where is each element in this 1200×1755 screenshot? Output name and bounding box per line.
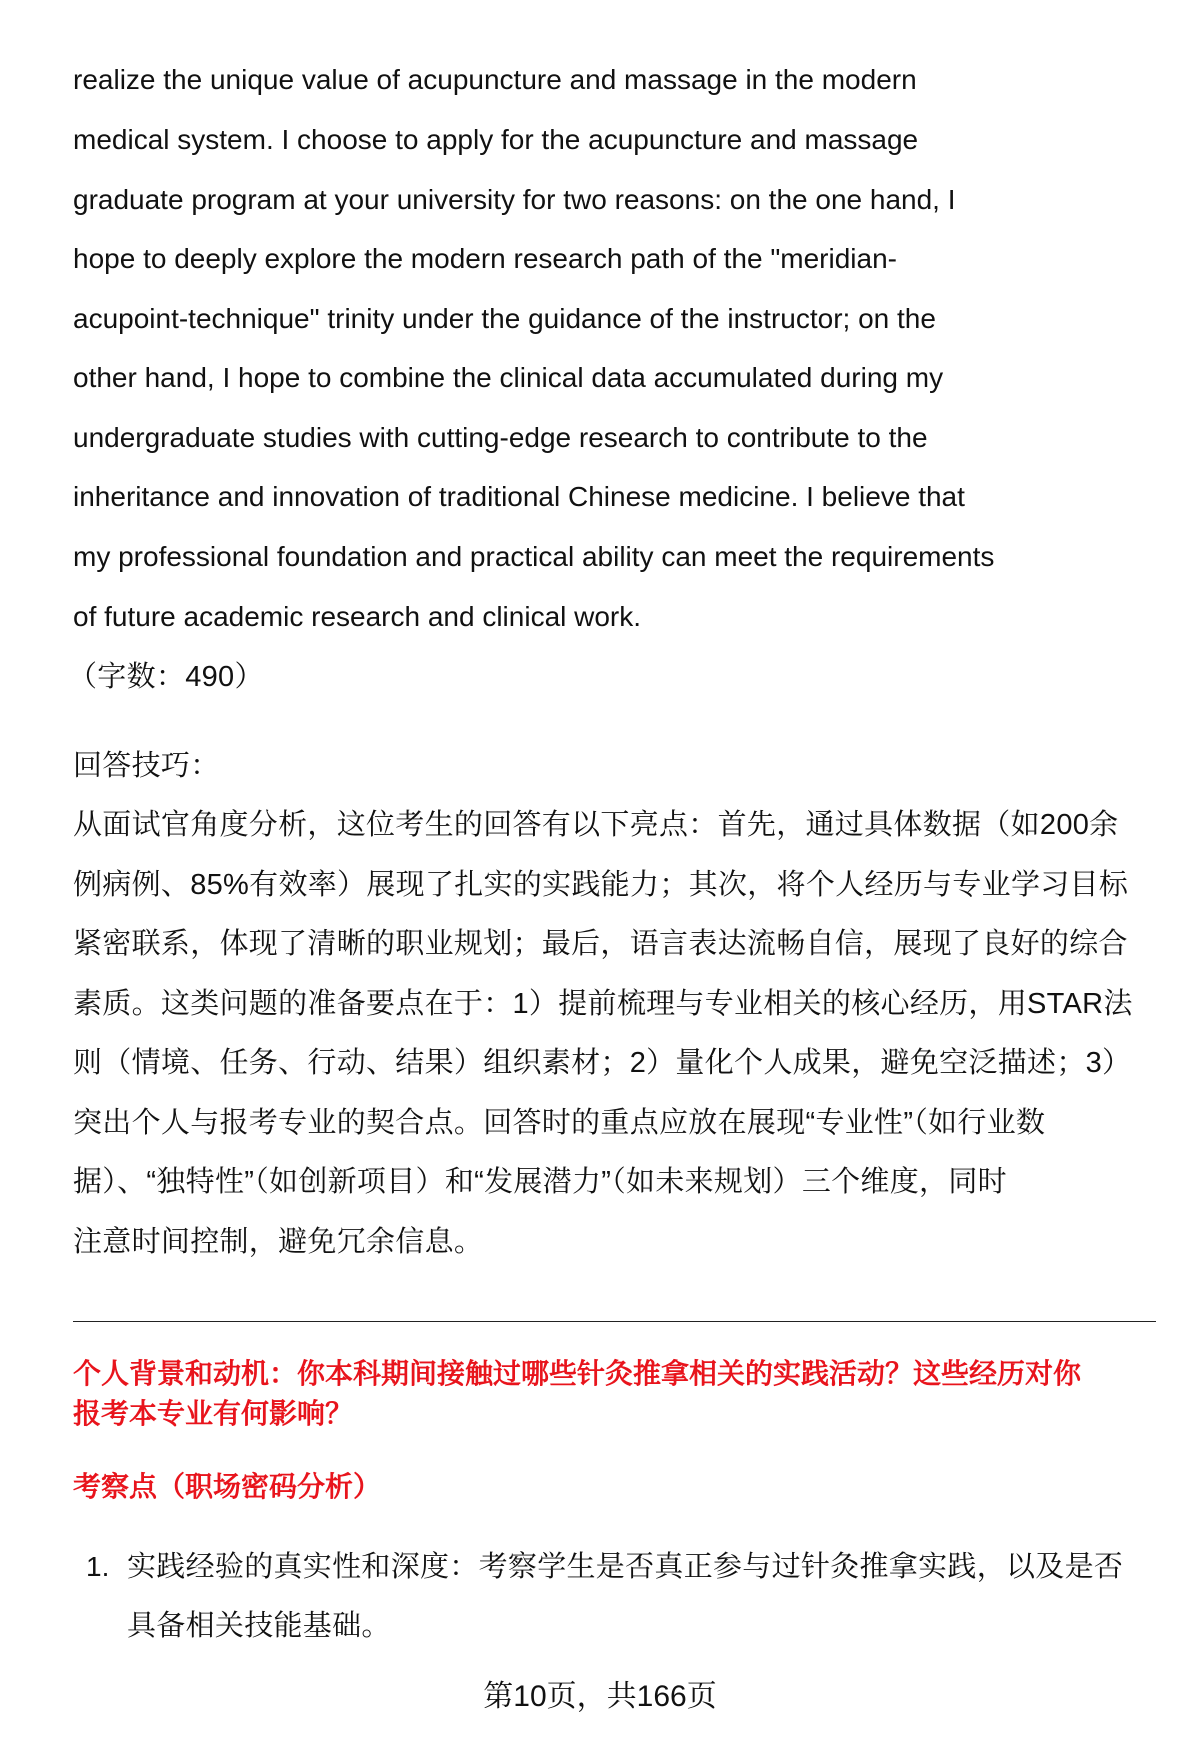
answer-line: acupoint-technique" trinity under the guidance of the instructor; on the	[73, 303, 936, 334]
tips-line: 突出个人与报考专业的契合点。回答时的重点应放在展现“专业性”（如行业数	[73, 1107, 1046, 1139]
list-number: 1.	[86, 1551, 110, 1582]
tips-line: 注意时间控制，避免冗余信息。	[73, 1226, 484, 1258]
page-number: 第10页，共166页	[483, 1680, 717, 1713]
answer-line: hope to deeply explore the modern research path of the "meridian-	[73, 243, 897, 274]
list-item-line: 实践经验的真实性和深度：考察学生是否真正参与过针灸推拿实践，以及是否	[127, 1551, 1124, 1583]
tips-label: 回答技巧：	[73, 750, 220, 782]
tips-line: 素质。这类问题的准备要点在于：1）提前梳理与专业相关的核心经历，用STAR法	[73, 988, 1133, 1020]
answer-line: realize the unique value of acupuncture and massage in the modern	[73, 64, 917, 95]
answer-line: graduate program at your university for two reasons: on the one hand, I	[73, 184, 956, 215]
answer-line: my professional foundation and practical ability can meet the requirements	[73, 541, 995, 572]
answer-line: medical system. I choose to apply for the acupuncture and massage	[73, 124, 919, 155]
question-line: 个人背景和动机：你本科期间接触过哪些针灸推拿相关的实践活动？这些经历对你	[73, 1358, 1082, 1389]
tips-line: 从面试官角度分析，这位考生的回答有以下亮点：首先，通过具体数据（如200余	[73, 809, 1119, 841]
tips-line: 则（情境、任务、行动、结果）组织素材；2）量化个人成果，避免空泛描述；3）	[73, 1047, 1132, 1079]
section-divider	[73, 1321, 1156, 1322]
tips-line: 紧密联系，体现了清晰的职业规划；最后，语言表达流畅自信，展现了良好的综合	[73, 928, 1128, 960]
answer-line: undergraduate studies with cutting-edge research to contribute to the	[73, 422, 928, 453]
question-line: 报考本专业有何影响？	[73, 1398, 354, 1429]
answer-line: inheritance and innovation of traditional Chinese medicine. I believe that	[73, 481, 965, 512]
answer-line: other hand, I hope to combine the clinical data accumulated during my	[73, 362, 944, 393]
answer-line: of future academic research and clinical work.	[73, 601, 642, 632]
tips-line: 据）、“独特性”（如创新项目）和“发展潜力”（如未来规划）三个维度，同时	[73, 1166, 1007, 1198]
word-count: （字数：490）	[68, 661, 264, 693]
list-item-line: 具备相关技能基础。	[127, 1610, 391, 1642]
tips-line: 例病例、85%有效率）展现了扎实的实践能力；其次，将个人经历与专业学习目标	[73, 869, 1129, 901]
focus-heading: 考察点（职场密码分析）	[73, 1471, 382, 1502]
